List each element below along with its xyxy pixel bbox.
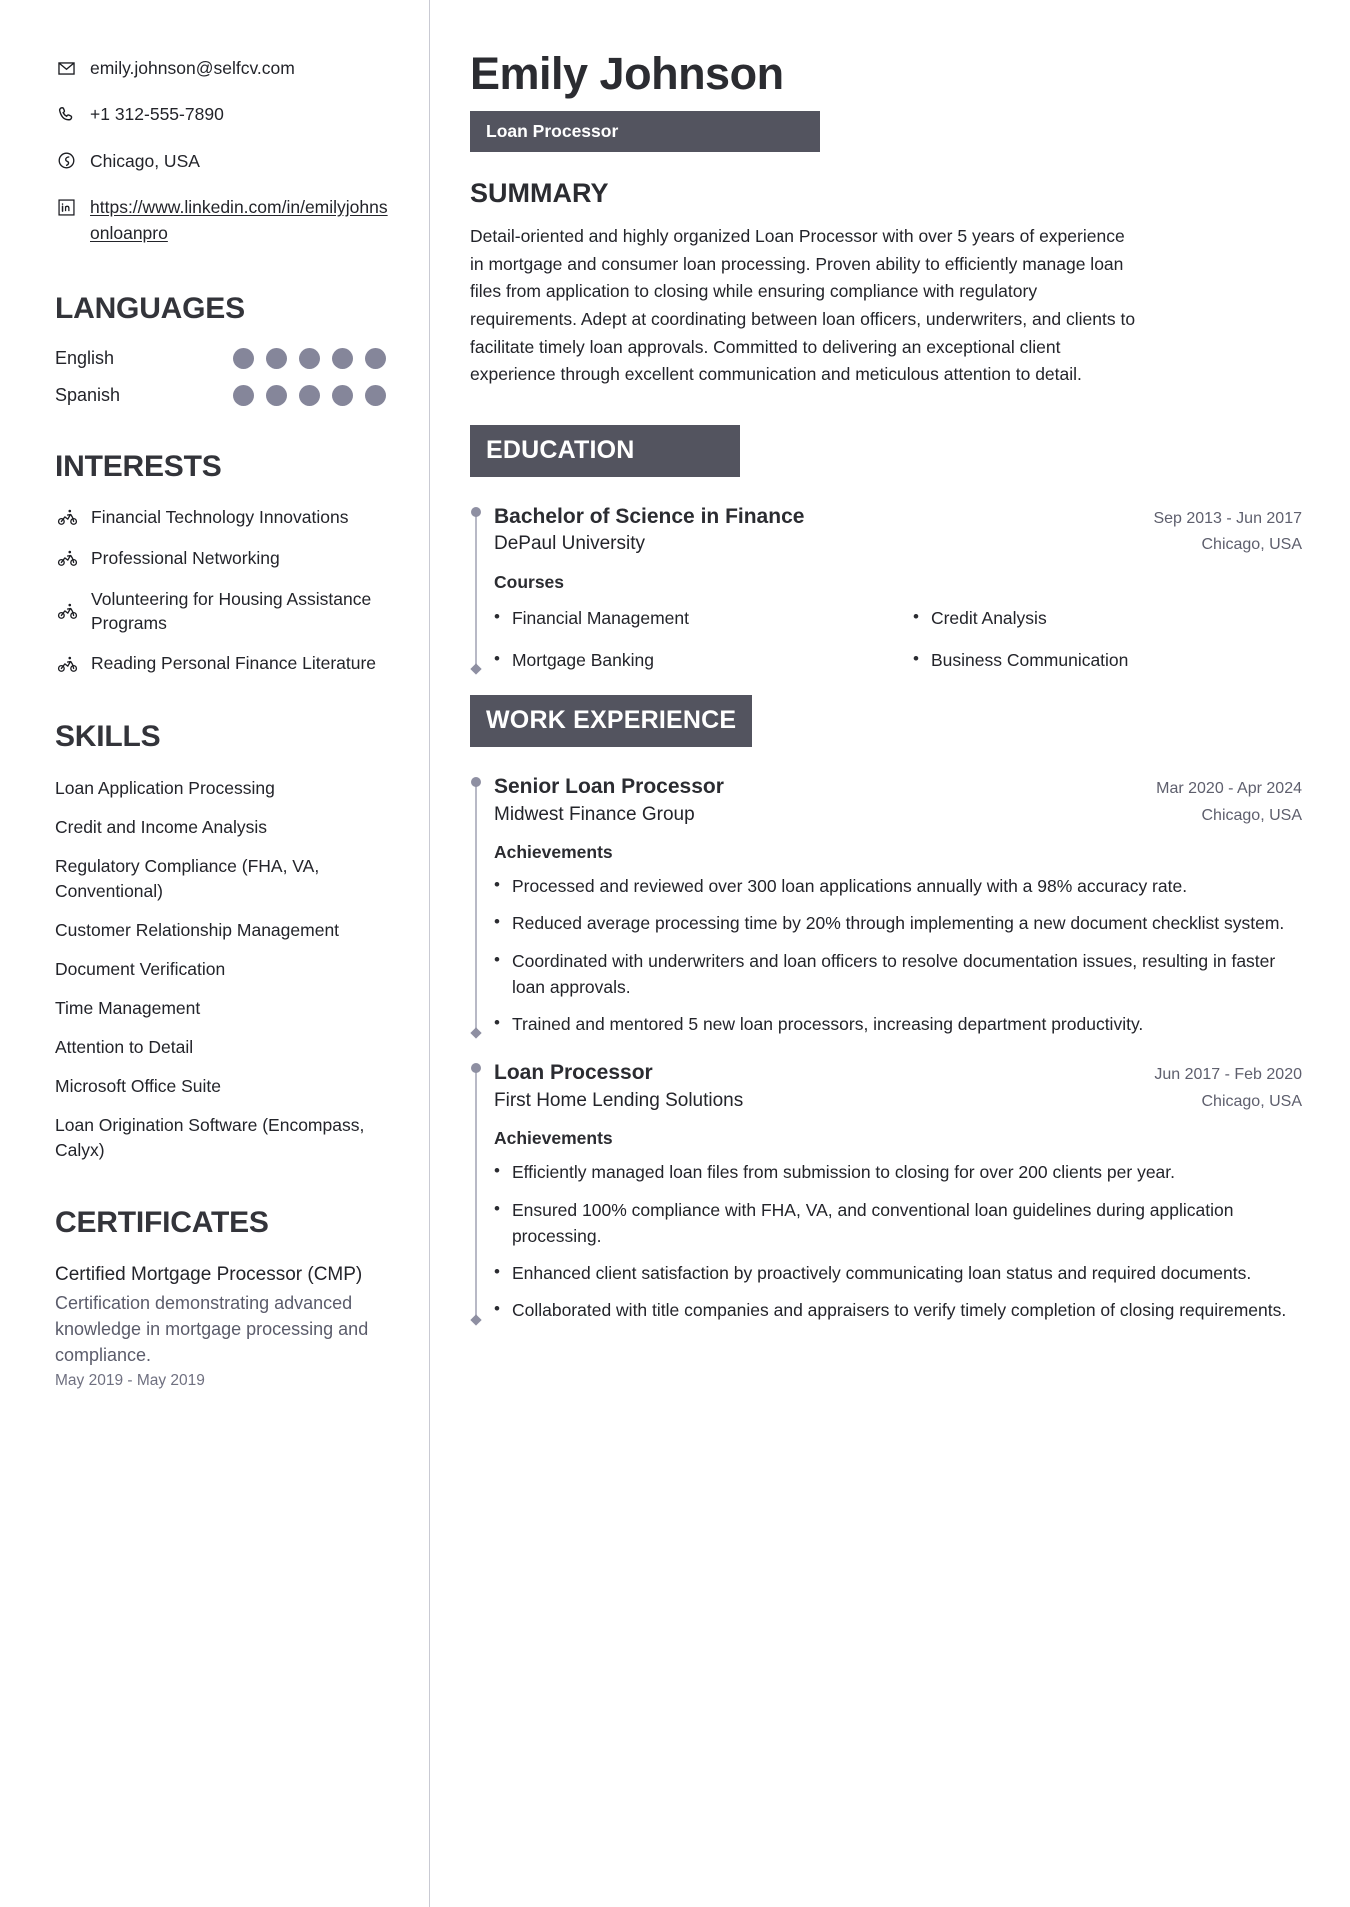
work-entry <box>470 773 1302 1037</box>
cyclist-icon <box>55 600 79 624</box>
job-title: Senior Loan Processor <box>494 775 724 799</box>
bullet-icon: • <box>913 606 919 626</box>
interest-row <box>55 588 391 635</box>
course-item <box>494 647 883 673</box>
globe-icon <box>55 150 77 172</box>
bullet-icon: • <box>494 1299 500 1319</box>
bullet-icon: • <box>494 606 500 626</box>
certificate-title: Certified Mortgage Processor (CMP) <box>55 1263 363 1285</box>
timeline-dot-icon <box>471 1063 481 1073</box>
summary-heading: SUMMARY <box>470 178 609 208</box>
education-heading: EDUCATION <box>470 425 740 477</box>
course-item <box>913 647 1302 673</box>
certificates-section <box>55 1206 391 1390</box>
summary-section <box>470 178 1302 389</box>
languages-section <box>55 292 391 406</box>
achievement-text: Processed and reviewed over 300 loan applications annually with a 98% accuracy rate. <box>511 876 1188 897</box>
timeline-diamond-icon <box>470 664 481 675</box>
achievement-text: Coordinated with underwriters and loan officers to resolve documentation issues, resulting in faster loan approvals. <box>511 950 1276 997</box>
proficiency-dot <box>233 385 254 406</box>
work-entries <box>470 773 1302 1323</box>
job-dates: Mar 2020 - Apr 2024 <box>1156 780 1302 798</box>
timeline-dot-icon <box>471 777 481 787</box>
skill-item: Document Verification <box>55 958 226 979</box>
courses-grid <box>494 603 1302 674</box>
entry-header <box>494 1059 1302 1087</box>
achievements-label: Achievements <box>494 842 613 863</box>
certificates-heading: CERTIFICATES <box>55 1205 269 1239</box>
contact-row[interactable] <box>55 195 391 246</box>
interest-label: Volunteering for Housing Assistance Programs <box>91 588 372 633</box>
proficiency-dot <box>365 385 386 406</box>
interests-section <box>55 450 391 676</box>
skill-item: Customer Relationship Management <box>55 919 340 940</box>
education-section <box>470 425 1302 673</box>
email-icon <box>55 57 77 79</box>
education-location: Chicago, USA <box>1201 536 1302 554</box>
work-section <box>470 695 1302 1323</box>
skill-item: Credit and Income Analysis <box>55 817 268 838</box>
proficiency-dot <box>365 348 386 369</box>
skill-item: Time Management <box>55 997 201 1018</box>
entry-subheader <box>494 531 1302 558</box>
interest-label: Professional Networking <box>91 548 280 569</box>
skill-item: Loan Origination Software (Encompass, Calyx) <box>55 1115 365 1160</box>
achievement-text: Efficiently managed loan files from submission to closing for over 200 clients per year. <box>511 1162 1176 1183</box>
achievements-list <box>494 873 1302 1037</box>
contact-value: https://www.linkedin.com/in/emilyjohnsonloanpro <box>90 197 388 243</box>
timeline-line <box>475 510 477 667</box>
work-entry <box>470 1059 1302 1323</box>
sidebar <box>0 0 430 1907</box>
education-entry <box>470 503 1302 673</box>
linkedin-icon <box>55 196 77 218</box>
interest-row <box>55 547 391 571</box>
course-label: Mortgage Banking <box>511 650 654 671</box>
education-dates: Sep 2013 - Jun 2017 <box>1153 509 1302 527</box>
achievement-text: Reduced average processing time by 20% through implementing a new document checklist system. <box>511 913 1285 934</box>
proficiency-dot <box>266 385 287 406</box>
achievement-item <box>494 1011 1302 1037</box>
skill-item: Microsoft Office Suite <box>55 1076 221 1097</box>
achievement-text: Collaborated with title companies and appraisers to verify timely completion of closing requirements. <box>511 1300 1287 1321</box>
achievement-text: Enhanced client satisfaction by proactively communicating loan status and required documents. <box>511 1263 1252 1284</box>
certificates-list <box>55 1262 391 1390</box>
contact-row <box>55 56 391 81</box>
interests-heading: INTERESTS <box>55 449 222 483</box>
proficiency-dot <box>266 348 287 369</box>
interests-list <box>55 506 391 676</box>
achievement-item <box>494 948 1302 1001</box>
achievements-list <box>494 1159 1302 1323</box>
school-name: DePaul University <box>494 533 645 555</box>
achievement-item <box>494 1159 1302 1185</box>
skill-item: Attention to Detail <box>55 1037 194 1058</box>
skills-list <box>55 776 391 1162</box>
course-item <box>494 605 883 631</box>
languages-list <box>55 348 391 406</box>
skill-item: Loan Application Processing <box>55 778 275 799</box>
summary-body: Detail-oriented and highly organized Loan Processor with over 5 years of experience in mortgage and consumer loan processing. Proven ability to efficiently manage loan files from application to closing while ensuring compliance with regulatory requirements. Adept at coordinating between loan officers, underwriters, and clients to facilitate timely loan approvals. Committed to delivering an exceptional client experience through excellent communication and meticulous attention to detail. <box>470 226 1136 385</box>
job-dates: Jun 2017 - Feb 2020 <box>1154 1066 1302 1084</box>
degree-title: Bachelor of Science in Finance <box>494 504 805 528</box>
language-name: English <box>55 347 115 368</box>
certificate-description: Certification demonstrating advanced knowledge in mortgage processing and compliance. <box>55 1293 369 1366</box>
cyclist-icon <box>55 652 79 676</box>
education-entries <box>470 503 1302 673</box>
main-column <box>430 0 1350 1907</box>
contact-list <box>55 56 391 246</box>
job-location: Chicago, USA <box>1201 1092 1302 1110</box>
achievement-item <box>494 1197 1302 1250</box>
achievement-item <box>494 910 1302 936</box>
proficiency-dots <box>233 348 391 369</box>
entry-subheader <box>494 1088 1302 1115</box>
skills-heading: SKILLS <box>55 720 161 754</box>
proficiency-dot <box>299 348 320 369</box>
courses-label: Courses <box>494 571 565 592</box>
bullet-icon: • <box>494 875 500 895</box>
timeline-diamond-icon <box>470 1314 481 1325</box>
timeline-dot-icon <box>471 507 481 517</box>
languages-heading: LANGUAGES <box>55 291 245 325</box>
achievement-text: Trained and mentored 5 new loan processors, increasing department productivity. <box>511 1014 1144 1035</box>
course-label: Credit Analysis <box>930 607 1047 628</box>
timeline-line <box>475 780 477 1031</box>
bullet-icon: • <box>494 1262 500 1282</box>
achievement-item <box>494 1260 1302 1286</box>
bullet-icon: • <box>494 1161 500 1181</box>
job-title: Loan Processor <box>494 1061 653 1085</box>
achievement-item <box>494 873 1302 899</box>
company-name: Midwest Finance Group <box>494 803 695 825</box>
course-label: Business Communication <box>930 650 1129 671</box>
proficiency-dot <box>233 348 254 369</box>
phone-icon <box>55 103 77 125</box>
entry-header <box>494 773 1302 801</box>
proficiency-dots <box>233 385 391 406</box>
bullet-icon: • <box>494 912 500 932</box>
interest-row <box>55 506 391 530</box>
contact-value: emily.johnson@selfcv.com <box>90 58 295 78</box>
course-label: Financial Management <box>511 607 689 628</box>
timeline-line <box>475 1066 477 1317</box>
role-badge: Loan Processor <box>470 111 820 152</box>
interest-label: Financial Technology Innovations <box>91 507 349 528</box>
contact-row <box>55 149 391 174</box>
cyclist-icon <box>55 506 79 530</box>
contact-row <box>55 102 391 127</box>
bullet-icon: • <box>494 1013 500 1033</box>
cyclist-icon <box>55 547 79 571</box>
entry-subheader <box>494 802 1302 829</box>
certificate-date: May 2019 - May 2019 <box>55 1371 205 1389</box>
achievements-label: Achievements <box>494 1128 613 1149</box>
proficiency-dot <box>332 348 353 369</box>
course-item <box>913 605 1302 631</box>
interest-label: Reading Personal Finance Literature <box>91 653 377 674</box>
job-location: Chicago, USA <box>1201 806 1302 824</box>
language-row <box>55 385 391 406</box>
certificate-item <box>55 1262 391 1390</box>
entry-header <box>494 503 1302 531</box>
proficiency-dot <box>332 385 353 406</box>
work-heading: WORK EXPERIENCE <box>470 695 752 747</box>
company-name: First Home Lending Solutions <box>494 1089 744 1111</box>
language-name: Spanish <box>55 384 121 405</box>
skills-section <box>55 720 391 1162</box>
page-title: Emily Johnson <box>470 48 784 99</box>
interest-row <box>55 652 391 676</box>
proficiency-dot <box>299 385 320 406</box>
achievement-text: Ensured 100% compliance with FHA, VA, and conventional loan guidelines during application processing. <box>511 1199 1234 1246</box>
achievement-item <box>494 1297 1302 1323</box>
skill-item: Regulatory Compliance (FHA, VA, Conventional) <box>55 856 320 901</box>
language-row <box>55 348 391 369</box>
bullet-icon: • <box>494 949 500 969</box>
contact-value: Chicago, USA <box>90 150 200 171</box>
bullet-icon: • <box>494 1198 500 1218</box>
contact-value: +1 312-555-7890 <box>90 104 224 125</box>
bullet-icon: • <box>913 649 919 669</box>
bullet-icon: • <box>494 649 500 669</box>
timeline-diamond-icon <box>470 1028 481 1039</box>
